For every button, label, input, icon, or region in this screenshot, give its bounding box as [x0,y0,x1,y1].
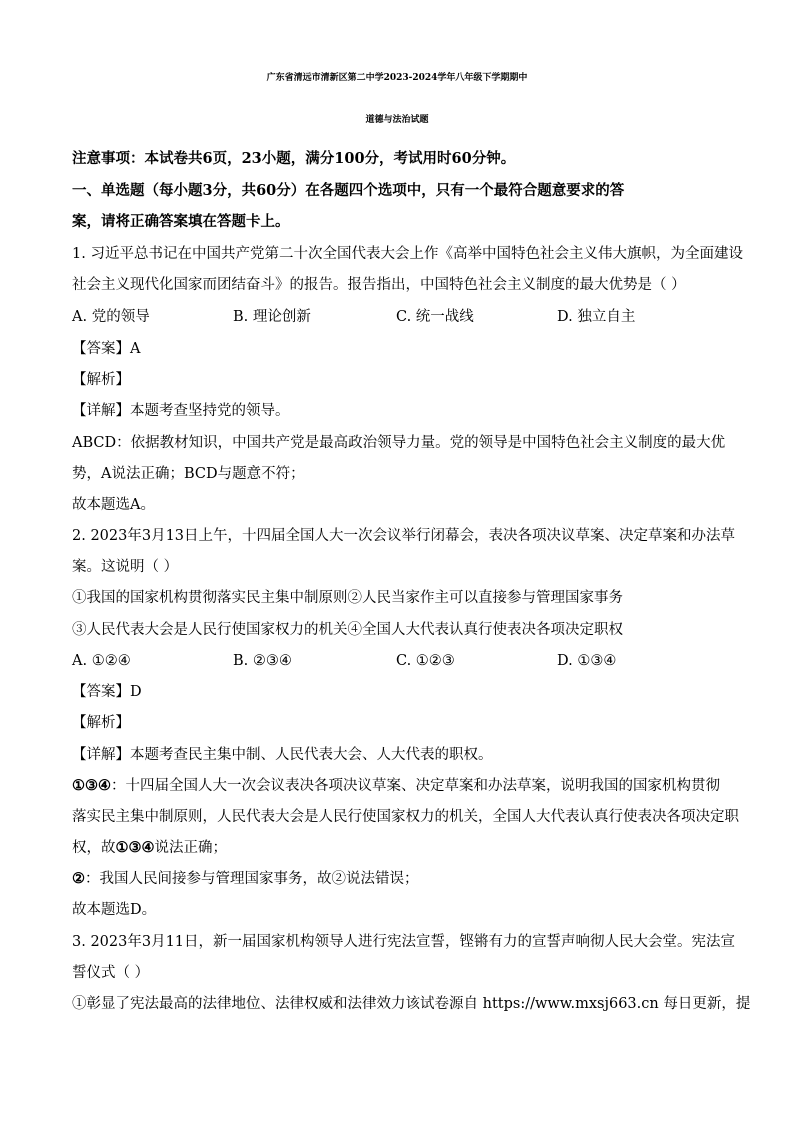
q2-option-b: B. ②③④ [233,653,292,669]
q1-explain-line2: 势，A说法正确；BCD与题意不符； [72,466,305,482]
q3-stem-line2: 誓仪式（ ） [72,965,150,981]
q1-stem-line2: 社会主义现代化国家而团结奋斗》的报告。报告指出，中国特色社会主义制度的最大优势是（ ） [72,277,686,293]
q2-conclusion: 故本题选D。 [72,902,157,918]
q2-stem-line2: 案。这说明（ ） [72,559,179,575]
q2-explain-tag3: ①③④ [115,839,155,856]
q1-option-a: A. 党的领导 [72,309,150,325]
notice: 注意事项：本试卷共6页，23小题，满分100分，考试用时60分钟。 [72,150,516,167]
section1-heading-line1: 一、单选题（每小题3分，共60分）在各题四个选项中，只有一个最符合题意要求的答 [72,182,625,199]
q1-conclusion: 故本题选A。 [72,497,155,513]
q1-stem-line1: 1. 习近平总书记在中国共产党第二十次全国代表大会上作《高举中国特色社会主义伟大旗帜，为全面建设 [72,246,743,262]
q2-explain-line1 [72,776,720,796]
q2-explain-tag1: ①③④ [72,777,111,794]
q2-option-d: D. ①③④ [557,653,617,669]
q2-detail: 【详解】本题考查民主集中制、人民代表大会、人大代表的职权。 [72,747,493,763]
q2-explain-text3a: 权，故 [72,840,116,856]
q1-explain-line1: ABCD：依据教材知识，中国共产党是最高政治领导力量。党的领导是中国特色社会主义制度的最大优 [72,435,726,451]
q1-detail: 【详解】本题考查坚持党的领导。 [72,403,290,419]
q2-option-c: C. ①②③ [396,653,455,669]
q1-option-b: B. 理论创新 [233,309,311,325]
q3-statements-line1: ①彰显了宪法最高的法律地位、法律权威和法律效力该试卷源自 https://www.mxsj663.cn 每日更新，提 [72,996,751,1012]
exam-title-line2: 道德与法治试题 [365,115,429,125]
q2-explain-text3b: 说法正确； [154,840,227,856]
section1-heading-line2: 案，请将正确答案填在答题卡上。 [72,213,290,230]
q2-explain-tag2: ② [72,870,85,887]
q2-analysis: 【解析】 [72,715,130,731]
q2-statements-line2: ③人民代表大会是人民行使国家权力的机关④全国人大代表认真行使表决各项决定职权 [72,622,623,638]
q2-option-a: A. ①②④ [72,653,131,669]
exam-title-line1: 广东省清远市清新区第二中学2023-2024学年八年级下学期期中 [266,73,528,83]
q1-option-d: D. 独立自主 [557,309,636,325]
q2-explain-text1: ：十四届全国人大一次会议表决各项决议草案、决定草案和办法草案，说明我国的国家机构贯彻 [111,778,720,794]
q1-answer: 【答案】A [72,341,141,357]
q2-answer: 【答案】D [72,684,142,700]
q2-explain-line4 [72,869,419,889]
q2-statements-line1: ①我国的国家机构贯彻落实民主集中制原则②人民当家作主可以直接参与管理国家事务 [72,590,623,606]
q1-analysis: 【解析】 [72,372,130,388]
q2-explain-line2: 落实民主集中制原则，人民代表大会是人民行使国家权力的机关，全国人大代表认真行使表决各项决定职 [72,809,739,825]
q3-stem-line1: 3. 2023年3月11日，新一届国家机构领导人进行宪法宣誓，铿锵有力的宣誓声响彻人民大会堂。宪法宣 [72,934,736,950]
q1-option-c: C. 统一战线 [396,309,474,325]
q2-explain-text4: ：我国人民间接参与管理国家事务，故②说法错误； [85,871,419,887]
q2-explain-line3 [72,838,227,858]
q2-stem-line1: 2. 2023年3月13日上午，十四届全国人大一次会议举行闭幕会，表决各项决议草案、决定草案和办法草 [72,528,736,544]
